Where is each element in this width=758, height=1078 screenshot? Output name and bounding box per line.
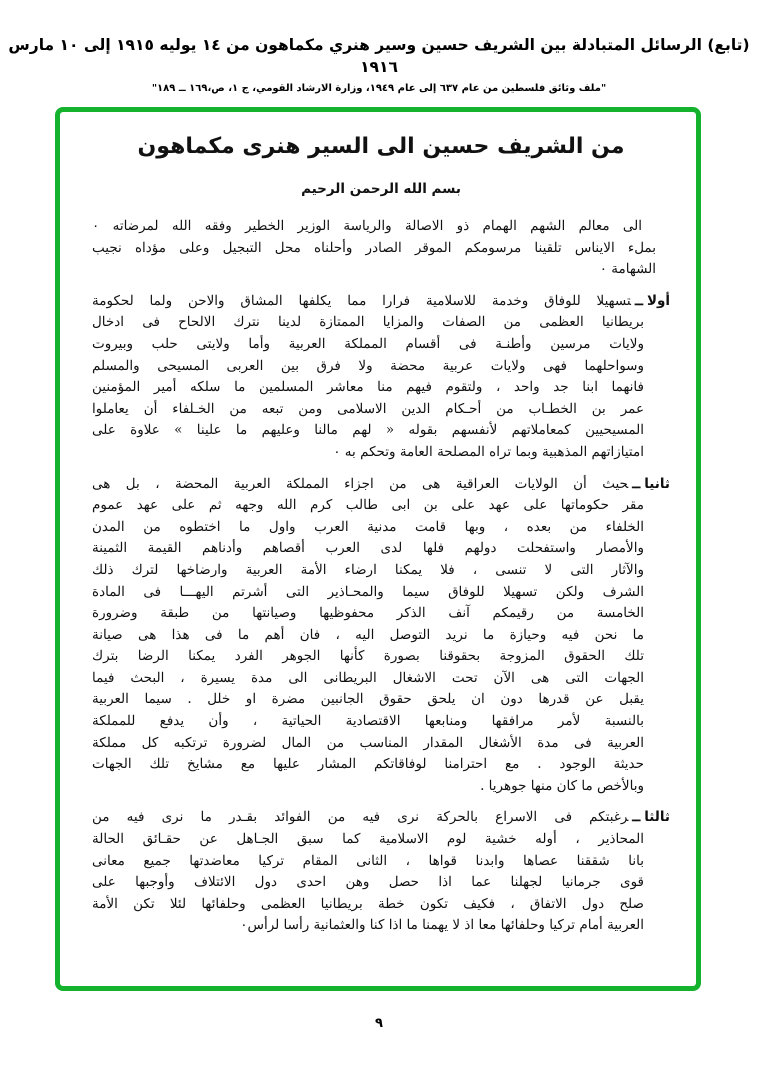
- line-text: رغبتكم فى الاسراع بالحركة نرى فيه من الفوائد بقـدر ما نرى فيه من: [92, 809, 629, 826]
- text-line: الشرف ولكن تسهيلا للوفاق سيما والمحـاذير التى أشرتم اليهـــا فى المادة: [92, 583, 644, 600]
- point-label: ثانيا: [644, 475, 670, 492]
- text-line: العربية أمام تركيا وحلفائها معا اذ لا يهمنا ما اذا كنا والعثمانية رأسا لرأس٠: [240, 917, 644, 934]
- text-line: عمر بن الخطـاب من أحـكام الدين الاسلامى ومن تبعه من الخـلفاء أن يعاملوا: [92, 400, 644, 417]
- text-line: بريطانيا العظمى من الصفات والمزايا الممتازة لدينا نترك الالحاح فى ادخال: [92, 314, 644, 331]
- text-line: الشهامة ٠: [599, 261, 656, 278]
- text-line: المحاذير ، أوله خشية لوم الاسلامية كما سبق الجـاهل عن حقـائق الحالة: [92, 831, 644, 848]
- point-first: [92, 291, 670, 464]
- page-number: ٩: [375, 1016, 383, 1031]
- text-line: الخلفاء من بعده ، وبها قامت مدنية العرب واول ما اختطوه من المدن: [92, 518, 644, 535]
- text-line: صلح دول الاتفاق ، فكيف تكون خطة بريطانيا العظمى وحلفائها لئلا تكن الأمة: [92, 895, 644, 912]
- text-line: [92, 807, 670, 829]
- text-line: الخامسة من رقيمكم آنف الذكر محفوظيها وصيانتها من طبقة وضرورة: [92, 605, 644, 622]
- text-line: يقبل عن قدرها دون ان يلحق حقوق الجانبين مضرة او خلل . سيما العربية: [92, 691, 644, 708]
- basmala: بسم الله الرحمن الرحيم: [301, 181, 461, 197]
- header-title: (تابع) الرسائل المتبادلة بين الشريف حسين وسير هنري مكماهون من ١٤ يوليه ١٩١٥ إلى ١٠ مارس ١٩١٦: [8, 36, 750, 76]
- text-line: الى معالم الشهم الهمام ذو الاصالة والرياسة الوزير الخطير وفقه الله لمرضاته ٠: [92, 218, 642, 234]
- text-line: امتيازاتهم المذهبية وبما تراه المصلحة العامة وتحكم به ٠: [333, 443, 644, 460]
- text-line: قوى جرمانيا لجهلنا عما اذا حصل وهن احدى دول الائتلاف وأوجبها على: [92, 874, 644, 891]
- header-source-citation: "ملف وثائق فلسطين من عام ٦٣٧ إلى عام ١٩٤٩، وزارة الارشاد القومي، ج ١، ص،١٦٩ ــ ١٨٩": [151, 83, 607, 94]
- text-line: الجهات التى هى الآن تحت الاشغال البريطانى الى مدة يسيرة ، البحث فيما: [92, 669, 644, 686]
- dash: ــ: [632, 475, 641, 492]
- text-line: ولايات مرسين وأطنـة فى أقسام المملكة العربية وأما ولايتى حلب وبيروت: [92, 335, 644, 352]
- text-line: وبالأخص ما كان منها جوهريا .: [480, 777, 644, 794]
- text-line: المسيحيين كمعاملاتهم لأنفسهم بقوله « لهم مالنا وعليهم ما علينا » علاوة على: [92, 422, 644, 439]
- text-line: مقر حكوماتها على عهد على بن ابى طالب كرم الله وجهه ثم على عهد عموم: [92, 497, 644, 514]
- line-text: حيث أن الولايات العراقية هى من اجزاء المملكة العربية المحضة ، بل هى: [92, 475, 629, 492]
- point-label: أولا: [646, 292, 671, 309]
- text-line: فانهما ابنا جد واحد ، ولتقوم فيهم منا معاشر المسلمين ما سلكه أمير المؤمنين: [92, 379, 644, 396]
- intro-paragraph: [92, 216, 670, 281]
- text-line: بالنسبة لأمر مرافقها ومنابعها الاقتصادية الحياتية ، وأن يدفع للمملكة: [92, 713, 644, 730]
- point-label: ثالثا: [644, 809, 670, 826]
- letter-body: [92, 128, 670, 947]
- dash: ــ: [635, 292, 643, 309]
- text-line: تلك الحقوق المزوجة بحقوقنا بصورة كأنها الجوهر الفرد يمكنا الرضا بترك: [92, 648, 644, 665]
- text-line: [92, 291, 670, 313]
- text-line: حديثة الوجود . مع احترامنا لوفاقاتكم المشار عليها مع مشايخ تلك الجهات: [92, 756, 644, 773]
- page-header: [0, 34, 758, 97]
- text-line: والآثار التى لا تنسى ، فلا يمكنا ارضاء الأمة العربية وارضاخها لترك ذلك: [92, 561, 644, 578]
- line-text: تسهيلا للوفاق وخدمة للاسلامية فرارا مما يكلفها المشاق والاحن ولما لحكومة: [92, 292, 632, 309]
- text-line: بانا شققنا عصاها وابدنا قواها ، الثانى المقام تركيا معاضدتها جميع معانى: [92, 852, 644, 869]
- text-line: والأمصار واستفحلت دولهم فلها لدى العرب أقصاهم وأدناهم القيمة الثمينة: [92, 540, 644, 557]
- dash: ــ: [632, 809, 641, 826]
- point-second: [92, 474, 670, 798]
- point-third: [92, 807, 670, 937]
- text-line: ما نحن فيه وحيازة ما نريد التوصل اليه ، فان أهم ما فى هذا هى صيانة: [92, 626, 644, 643]
- text-line: العربية فى مدة الأشغال المقدار المناسب من المال لضرورة ترتكبه كل مملكة: [92, 734, 644, 751]
- text-line: وسواحلهما فهى ولايات عربية محضة ولا فرق بين العربى المسيحى والمسلم: [92, 357, 644, 374]
- text-line: [92, 474, 670, 496]
- letter-title: من الشريف حسين الى السير هنرى مكماهون: [137, 134, 625, 159]
- text-line: بملء الايناس تلقينا مرسومكم الموقر الصادر وأحلناه محل التبجيل وعلى مؤداه نجيب: [92, 239, 656, 256]
